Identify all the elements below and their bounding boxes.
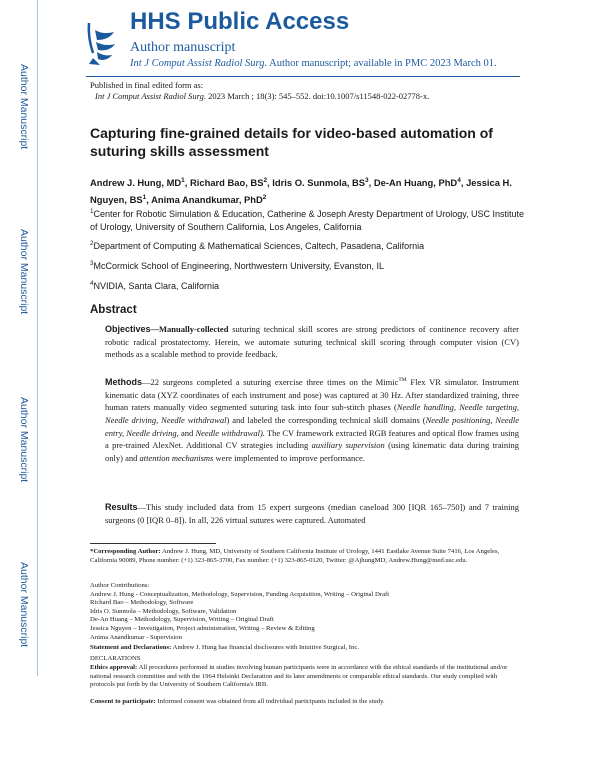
contribution-line: Jessica Nguyen – Investigation, Project administration, Writing – Review & Editing	[90, 624, 315, 632]
published-details: 2023 March ; 18(3): 545–552. doi:10.1007/s11548-022-02778-x.	[208, 91, 430, 101]
declarations-heading: DECLARATIONS	[90, 655, 141, 662]
header-citation-text: Author manuscript; available in PMC 2023 March 01.	[269, 58, 497, 69]
author-name: Jessica H. Nguyen, BS	[90, 177, 512, 206]
ethics-approval: Ethics approval: All procedures performed in studies involving human participants were in accordance with the ethical standards of the institutional and/or national research committee and with the 1964 Helsinki Declaration and its later amendments or comparable ethical standards. Our study complied with protocols put forth by the University of Southern California's IRB.	[90, 664, 508, 689]
hhs-public-access-title: HHS Public Access	[130, 8, 350, 35]
affiliation: $^4$NVIDIA, Santa Clara, California	[90, 280, 220, 291]
published-journal: Int J Comput Assist Radiol Surg.	[95, 91, 206, 101]
abstract-methods: Methods—22 surgeons completed a suturing exercise three times on the Mimic™ Flex VR simulator. Instrument kinematic data (XYZ coordinates of each instrument and pose) was captured at 30 Hz. After standardized training, three human raters manually video segmented suturing task into four sub-stitch phases (Needle handling, Needle targeting, Needle driving, Needle withdrawal) and labeled the corresponding technical skill domains (Needle positioning, Needle entry, Needle driving, and Needle withdrawal). The CV framework extracted RGB features and optical flow frames using a pre-trained AlexNet. Additional CV strategies including auxiliary supervision (using kinematic data during training only) and attention mechanisms were implemented to improve performance.	[105, 376, 520, 464]
abstract-results: Results—This study included data from 15 expert surgeons (median caseload 300 [IQR 165–750]) and 7 training surgeons (0 [IQR 0–8]). In all, 226 virtual sutures were captured. Automated	[105, 502, 519, 525]
article-title: Capturing fine-grained details for video-based automation of suturing skills assessment	[90, 125, 493, 159]
contribution-line: De-An Huang – Methodology, Supervision, Writing – Original Draft	[90, 616, 274, 624]
margin-rule	[37, 0, 38, 676]
contribution-line: Andrew J. Hung - Conceptualization, Methodology, Supervision, Funding Acquisition, Writing – Original Draft	[90, 590, 390, 598]
author-name: De-An Huang, PhD	[373, 177, 458, 189]
author-name: Richard Bao, BS	[190, 177, 264, 189]
abstract-heading: Abstract	[90, 304, 137, 316]
author-name: Andrew J. Hung, MD	[90, 177, 182, 189]
hhs-eagle-logo-icon	[84, 20, 118, 66]
contribution-line: Anima Anandkumar - Supervision	[90, 633, 182, 641]
author-manuscript-subtitle: Author manuscript	[130, 40, 236, 55]
affiliation: $^1$Center for Robotic Simulation & Education, Catherine & Joseph Aresty Department of Urology, USC Institute of Urology, University of Southern California, Los Angeles, California	[90, 208, 525, 232]
affiliation: $^2$Department of Computing & Mathematical Sciences, Caltech, Pasadena, California	[90, 240, 425, 251]
published-citation	[95, 91, 429, 101]
author-name: Idris O. Sunmola, BS	[272, 177, 366, 189]
contribution-line: Idris O. Sunmola – Methodology, Software, Validation	[90, 607, 237, 615]
statement-declarations: Statement and Declarations: Andrew J. Hung has financial disclosures with Intuitive Surgical, Inc.	[90, 644, 360, 651]
corresponding-author-note: *Corresponding Author: Andrew J. Hung, MD, University of Southern California Institute of Urology, 1441 Eastlake Avenue Suite 7416, Los Angeles, California 90089, Phone number: (+1) 323-865-3700, Fax number: (+1) 323-865-0120, Twitter: @AjhungMD, Andrew.Hung@med.usc.edu.	[90, 548, 500, 564]
header-journal: Int J Comput Assist Radiol Surg.	[130, 58, 268, 69]
published-label: Published in final edited form as:	[90, 80, 204, 90]
header-citation	[130, 58, 497, 70]
contribution-line: Richard Bao – Methodology, Software	[90, 599, 194, 607]
author-list: Andrew J. Hung, $MD^1$, Richard Bao, $BS^2$, Idris O. Sunmola, $BS^3$, De-An Huang, PhD$^4$, Jessica H. Nguyen, $BS^1$, Anima Anandkumar, PhD$^2$	[90, 177, 512, 206]
consent-statement: Consent to participate: Informed consent was obtained from all individual participants included in the study.	[90, 698, 385, 705]
affiliation: $^3$McCormick School of Engineering, Northwestern University, Evanston, IL	[90, 260, 384, 271]
abstract-objectives: Objectives—Manually-collected suturing technical skill scores are strong predictors of continence recovery after robotic radical prostatectomy. Herein, we automate suturing technical skill scoring through computer vision (CV) methods as a scalable method to provide feedback.	[105, 324, 519, 360]
footnote-rule	[90, 543, 216, 544]
author-contributions	[90, 582, 522, 642]
header-rule	[86, 76, 520, 77]
author-name: Anima Anandkumar, PhD	[151, 194, 263, 206]
contributions-heading: Author Contributions:	[90, 582, 150, 589]
